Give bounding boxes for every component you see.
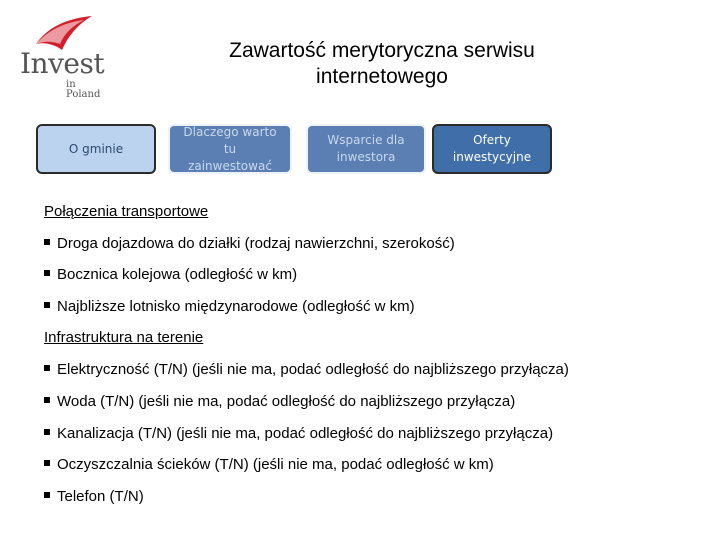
bullet-icon	[44, 397, 50, 403]
list-item: Droga dojazdowa do działki (rodzaj nawierzchni, szerokość)	[44, 235, 455, 252]
logo-subtitle: in Poland	[66, 79, 101, 100]
bullet-icon	[44, 270, 50, 276]
nav-button-label: O gminie	[68, 141, 124, 156]
bullet-icon	[44, 429, 50, 435]
nav-button-dlaczego-warto[interactable]	[168, 124, 292, 174]
list-item: Oczyszczalnia ścieków (T/N) (jeśli nie ma, podać odległość w km)	[44, 456, 494, 473]
bullet-icon	[44, 492, 50, 498]
list-item: Elektryczność (T/N) (jeśli nie ma, podać odległość do najbliższego przyłącza)	[44, 361, 569, 378]
nav-button-wsparcie[interactable]	[306, 124, 426, 174]
nav-button-label: Wsparcie dla inwestora	[327, 133, 405, 164]
nav-button-oferty[interactable]	[432, 124, 552, 174]
bullet-icon	[44, 239, 50, 245]
list-item: Telefon (T/N)	[44, 488, 144, 505]
bullet-icon	[44, 460, 50, 466]
section-heading-transport: Połączenia transportowe	[44, 203, 209, 220]
nav-button-o-gminie[interactable]	[36, 124, 156, 174]
list-item: Bocznica kolejowa (odległość w km)	[44, 266, 297, 283]
list-item: Woda (T/N) (jeśli nie ma, podać odległość do najbliższego przyłącza)	[44, 393, 515, 410]
logo-word: Invest	[20, 47, 105, 80]
list-item: Kanalizacja (T/N) (jeśli nie ma, podać odległość do najbliższego przyłącza)	[44, 425, 553, 442]
page-title: Zawartość merytoryczna serwisu internetowego	[229, 39, 535, 88]
bullet-icon	[44, 302, 50, 308]
invest-in-poland-logo	[14, 14, 106, 100]
nav-button-label: Oferty inwestycyjne	[452, 133, 532, 164]
nav-button-label: Dlaczego warto tu zainwestować	[183, 124, 277, 173]
bullet-icon	[44, 365, 50, 371]
section-heading-infrastructure: Infrastruktura na terenie	[44, 329, 204, 346]
list-item: Najbliższe lotnisko międzynarodowe (odległość w km)	[44, 298, 415, 315]
